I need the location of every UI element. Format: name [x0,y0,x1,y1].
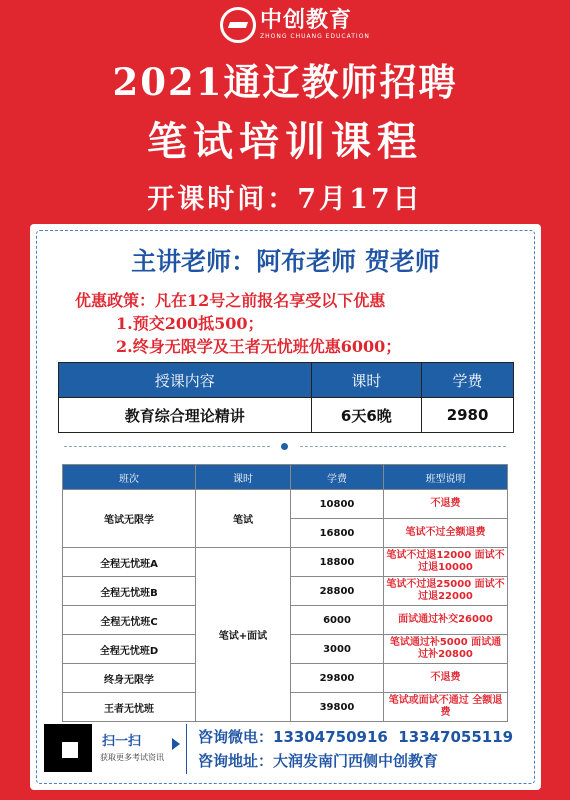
brand-name: 中创教育 [260,8,353,33]
course-fee: 2980 [422,398,514,433]
class-table [62,464,508,722]
course-header-fee: 学费 [422,363,514,398]
phone-label: 咨询微电： [198,728,274,746]
class-name: 王者无忧班 [63,693,196,722]
class-fee: 6000 [291,606,384,635]
scan-label: 扫一扫 [102,734,142,749]
brand-name-en: ZHONG CHUANG EDUCATION [260,33,370,40]
class-header-name: 班次 [63,465,196,490]
class-header-note: 班型说明 [384,465,508,490]
qr-code[interactable] [44,724,92,772]
address-text: 大润发南门西侧中创教育 [273,752,439,770]
class-note: 不退费 [384,664,508,693]
brand-mark-icon [220,7,256,43]
class-name: 笔试无限学 [63,490,196,548]
class-header-hours: 课时 [196,465,291,490]
course-content: 教育综合理论精讲 [59,398,312,433]
promo-heading: 优惠政策：凡在12号之前报名享受以下优惠 [75,291,386,310]
section-divider [30,442,541,452]
start-time: 开课时间：7月17日 [147,184,423,215]
class-note: 笔试或面试不通过 全额退费 [384,693,508,722]
phone-line [198,726,513,747]
arrow-right-icon [172,738,180,750]
class-name: 全程无忧班B [63,577,196,606]
class-fee: 16800 [291,519,384,548]
class-header-fee: 学费 [291,465,384,490]
class-hours: 笔试 [196,490,291,548]
class-name: 全程无忧班C [63,606,196,635]
class-fee: 29800 [291,664,384,693]
course-header-content: 授课内容 [59,363,312,398]
contact-footer [44,720,528,778]
class-note: 面试通过补交26000 [384,606,508,635]
course-table [58,362,514,433]
class-name: 全程无忧班A [63,548,196,577]
class-fee: 28800 [291,577,384,606]
class-name: 全程无忧班D [63,635,196,664]
page-subtitle: 笔试培训课程 [147,118,423,165]
scan-sub-label: 获取更多考试资讯 [100,753,164,762]
promo-item-1: 1.预交200抵500； [116,314,264,333]
address-label: 咨询地址： [198,752,274,770]
address-line [198,750,438,771]
class-note: 笔试不过全额退费 [384,519,508,548]
divider-dot-icon [281,443,288,450]
info-card [30,224,541,790]
promo-item-2: 2.终身无限学及王者无忧班优惠6000； [116,337,402,356]
class-fee: 18800 [291,548,384,577]
class-note: 笔试不过退25000 面试不过退22000 [384,577,508,606]
class-fee: 10800 [291,490,384,519]
class-name: 终身无限学 [63,664,196,693]
class-note: 笔试不过退12000 面试不过退10000 [384,548,508,577]
teachers-heading: 主讲老师：阿布老师 贺老师 [131,247,440,276]
footer-divider [186,724,187,774]
class-note: 不退费 [384,490,508,519]
phone-numbers: 13304750916 13347055119 [273,728,514,746]
course-header-hours: 课时 [311,363,422,398]
class-note: 笔试通过补5000 面试通过补20800 [384,635,508,664]
table-row [59,398,514,433]
class-hours: 笔试+面试 [196,548,291,722]
class-fee: 3000 [291,635,384,664]
page-title: 2021通辽教师招聘 [112,60,458,104]
table-row [63,548,508,577]
table-row [63,490,508,519]
class-fee: 39800 [291,693,384,722]
course-hours: 6天6晚 [311,398,422,433]
brand-logo [220,6,370,44]
